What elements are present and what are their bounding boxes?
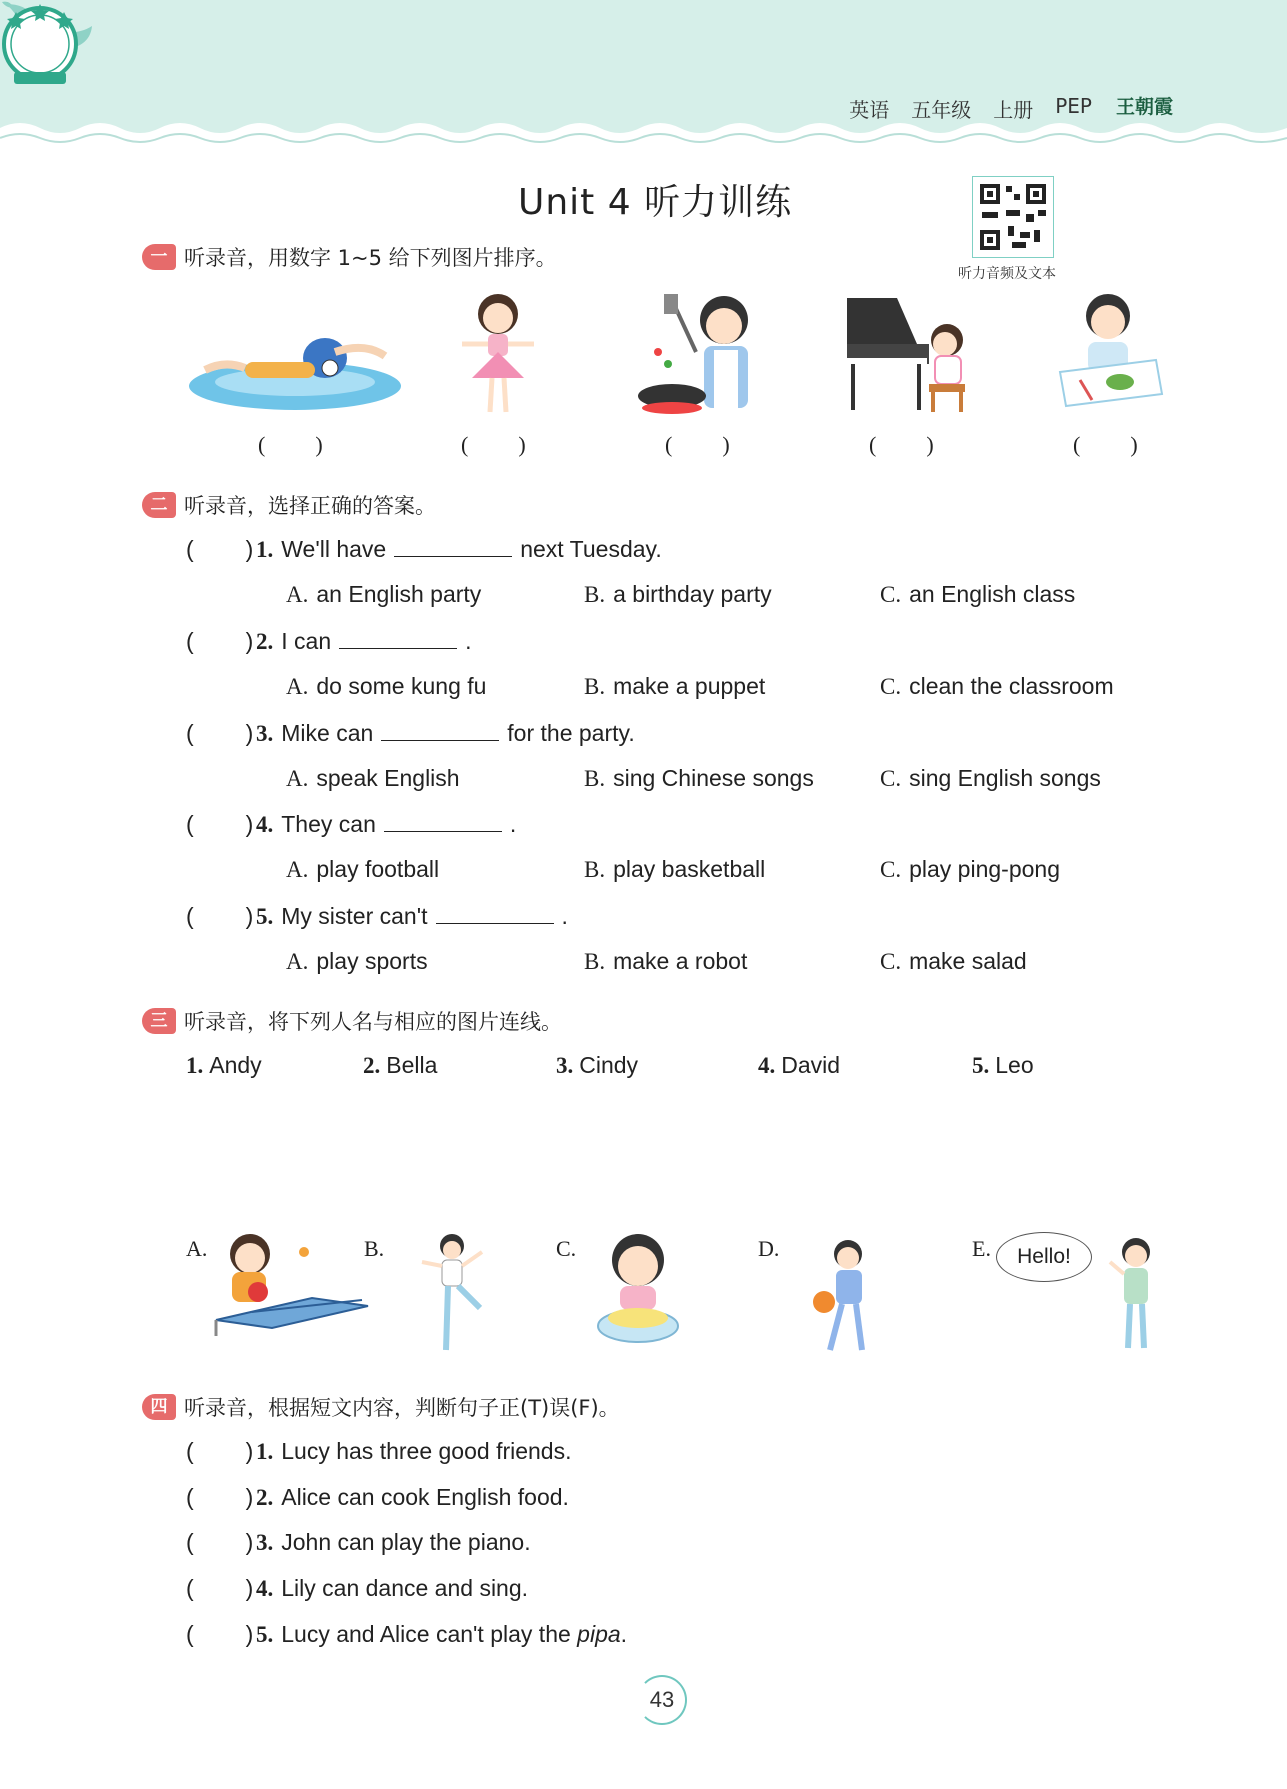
drawing-girl-picture	[1050, 290, 1166, 410]
brand-logo-text: 王朝霞	[1116, 96, 1174, 118]
s2-q5-option-b[interactable]: B. make a robot	[584, 948, 748, 974]
s2-q3-option-a[interactable]: A. speak English	[286, 765, 460, 791]
qr-code-icon[interactable]	[972, 176, 1054, 258]
s2-q3-option-b[interactable]: B. sing Chinese songs	[584, 765, 814, 791]
answer-paren-3[interactable]: ( )	[665, 432, 730, 457]
fill-blank[interactable]	[384, 811, 502, 832]
fill-blank[interactable]	[381, 720, 499, 741]
s2-q2-option-b[interactable]: B. make a puppet	[584, 673, 766, 699]
s2-q4-option-c[interactable]: C. play ping-pong	[880, 856, 1060, 882]
s2-q1-option-b[interactable]: B. a birthday party	[584, 581, 772, 607]
s2-question-2: ( ) 2. I can .	[186, 628, 472, 654]
s2-q4-option-b[interactable]: B. play basketball	[584, 856, 766, 882]
s3-name-4[interactable]: 4. David	[758, 1052, 841, 1078]
brand-logo	[0, 0, 80, 90]
s2-question-4: ( ) 4. They can .	[186, 811, 517, 837]
tag-edition: PEP	[1055, 94, 1092, 118]
header-band	[0, 0, 1287, 150]
kung-fu-boy-picture[interactable]	[418, 1232, 488, 1356]
s2-q4-option-a[interactable]: A. play football	[286, 856, 440, 882]
fill-blank[interactable]	[339, 628, 457, 649]
section-3-badge: 三	[142, 1008, 176, 1034]
s4-statement-1: ( ) 1. Lucy has three good friends.	[186, 1438, 572, 1464]
answer-paren[interactable]: ( )	[186, 1529, 254, 1555]
section-4-badge: 四	[142, 1394, 176, 1420]
answer-paren[interactable]: ( )	[186, 536, 254, 562]
answer-paren-1[interactable]: ( )	[258, 432, 323, 457]
s3-name-2[interactable]: 2. Bella	[363, 1052, 438, 1078]
answer-paren[interactable]: ( )	[186, 811, 254, 837]
tag-volume: 上册	[993, 98, 1034, 122]
s3-letter-e: E.	[972, 1236, 991, 1261]
piano-girl-picture	[843, 294, 969, 416]
section-2-heading	[142, 490, 436, 520]
answer-paren[interactable]: ( )	[186, 903, 254, 929]
section-1-title: 听录音，用数字 1~5 给下列图片排序。	[184, 246, 557, 270]
s3-letter-b: B.	[364, 1236, 385, 1261]
s2-question-1: ( ) 1. We'll have next Tuesday.	[186, 536, 662, 562]
s3-letter-a: A.	[186, 1236, 208, 1261]
s3-name-5[interactable]: 5. Leo	[972, 1052, 1034, 1078]
section-1-heading	[142, 242, 557, 272]
answer-paren[interactable]: ( )	[186, 1575, 254, 1601]
section-2-badge: 二	[142, 492, 176, 518]
s2-question-3: ( ) 3. Mike can for the party.	[186, 720, 635, 746]
answer-paren[interactable]: ( )	[186, 1621, 254, 1647]
basketball-boy-picture[interactable]	[800, 1238, 892, 1362]
s2-q1-option-a[interactable]: A. an English party	[286, 581, 482, 607]
section-4-title: 听录音，根据短文内容，判断句子正(T)误(F)。	[184, 1396, 620, 1420]
s2-q3-option-c[interactable]: C. sing English songs	[880, 765, 1101, 791]
s4-statement-2: ( ) 2. Alice can cook English food.	[186, 1484, 569, 1510]
speech-bubble: Hello!	[996, 1232, 1092, 1282]
tag-subject: 英语	[849, 98, 890, 122]
page-title: Unit 4 听力训练	[518, 182, 793, 223]
s2-q1-option-c[interactable]: C. an English class	[880, 581, 1076, 607]
cooking-boy-picture	[636, 292, 768, 418]
qr-label: 听力音频及文本	[958, 266, 1056, 282]
salad-girl-picture[interactable]	[592, 1230, 686, 1354]
s2-q2-option-a[interactable]: A. do some kung fu	[286, 673, 487, 699]
s3-letter-d: D.	[758, 1236, 780, 1261]
section-3-title: 听录音，将下列人名与相应的图片连线。	[184, 1010, 562, 1034]
answer-paren-4[interactable]: ( )	[869, 432, 934, 457]
page-number: 43	[637, 1675, 687, 1725]
swimming-boy-picture	[185, 312, 405, 414]
s2-q2-option-c[interactable]: C. clean the classroom	[880, 673, 1114, 699]
s3-letter-c: C.	[556, 1236, 577, 1261]
answer-paren-5[interactable]: ( )	[1073, 432, 1138, 457]
answer-paren[interactable]: ( )	[186, 1484, 254, 1510]
answer-paren[interactable]: ( )	[186, 720, 254, 746]
header-tags	[849, 94, 1092, 123]
s3-name-3[interactable]: 3. Cindy	[556, 1052, 639, 1078]
s4-statement-5: ( ) 5. Lucy and Alice can't play the pipa .	[186, 1621, 628, 1647]
answer-paren-2[interactable]: ( )	[461, 432, 526, 457]
answer-paren[interactable]: ( )	[186, 628, 254, 654]
s4-statement-4: ( ) 4. Lily can dance and sing.	[186, 1575, 529, 1601]
section-3-heading	[142, 1006, 562, 1036]
s2-question-5: ( ) 5. My sister can't .	[186, 903, 568, 929]
answer-paren[interactable]: ( )	[186, 1438, 254, 1464]
section-1-badge: 一	[142, 244, 176, 270]
s4-statement-3: ( ) 3. John can play the piano.	[186, 1529, 531, 1555]
fill-blank[interactable]	[436, 903, 554, 924]
wave-decoration	[0, 0, 1287, 160]
s2-q5-option-a[interactable]: A. play sports	[286, 948, 428, 974]
waving-boy-picture[interactable]	[1104, 1236, 1164, 1354]
tag-grade: 五年级	[911, 98, 972, 122]
ping-pong-boy-picture[interactable]	[212, 1232, 372, 1344]
dancing-girl-picture	[452, 288, 544, 420]
section-2-title: 听录音，选择正确的答案。	[184, 494, 436, 518]
section-4-heading	[142, 1392, 620, 1422]
s2-q5-option-c[interactable]: C. make salad	[880, 948, 1027, 974]
s3-name-1[interactable]: 1. Andy	[186, 1052, 262, 1078]
fill-blank[interactable]	[394, 536, 512, 557]
